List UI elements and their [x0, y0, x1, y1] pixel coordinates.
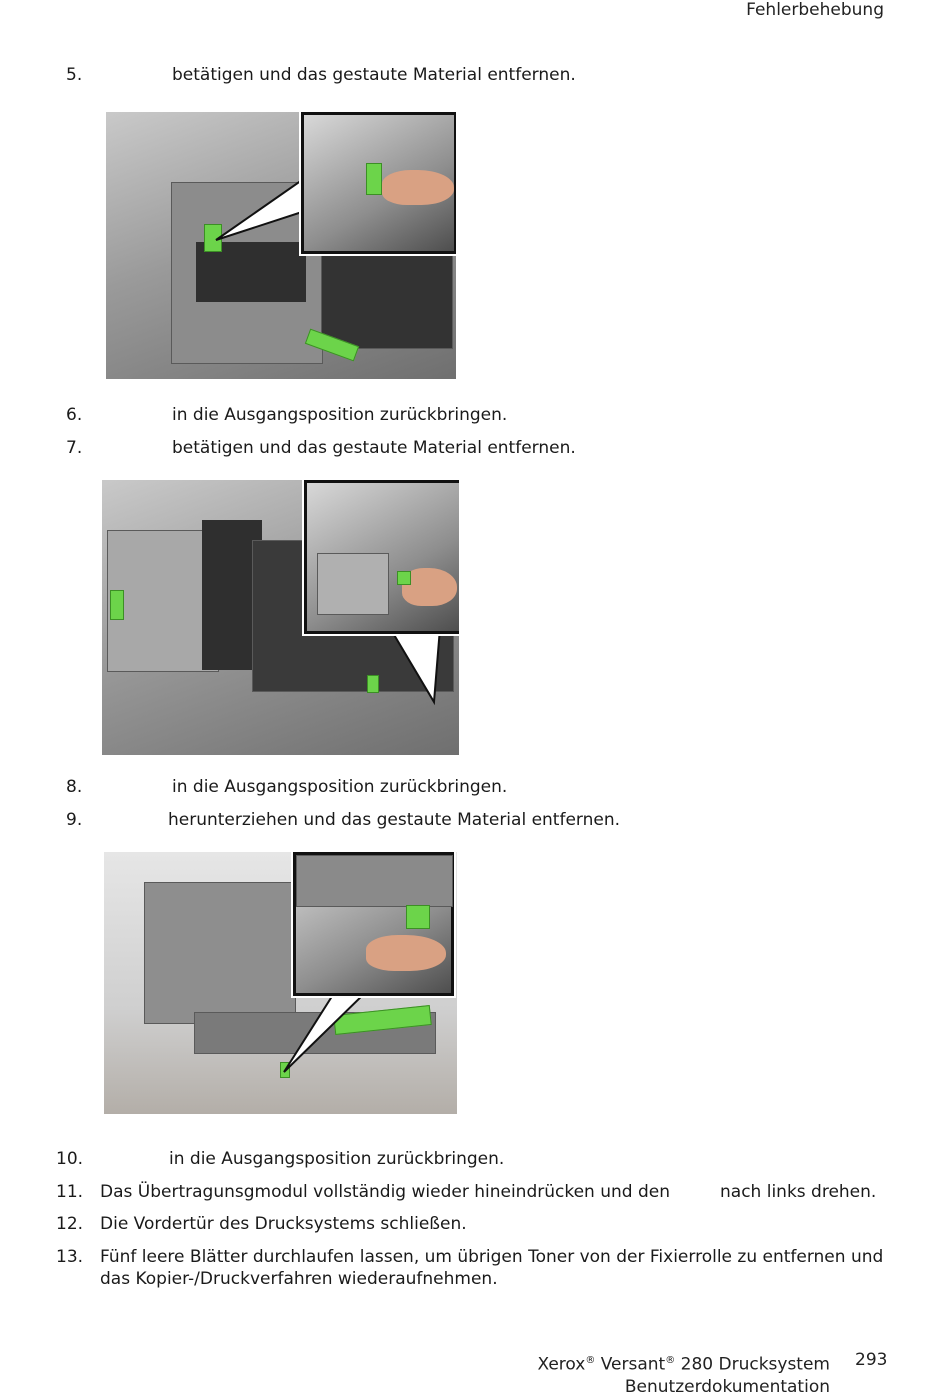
step-text: in die Ausgangsposition zurückbringen. [172, 777, 508, 797]
step-text-continued: nach links drehen. [720, 1182, 877, 1202]
product-name: 280 Drucksystem [680, 1354, 830, 1375]
photo-lower-lever [104, 852, 457, 1114]
step-number: 13. [56, 1247, 84, 1267]
photo-transfer-module-lever [106, 112, 456, 379]
step-text: betätigen und das gestaute Material entfernen. [172, 65, 576, 85]
brand-versant: Versant [600, 1354, 666, 1375]
step-text: Die Vordertür des Drucksystems schließen. [100, 1214, 467, 1234]
page-number: 293 [855, 1350, 888, 1370]
step-text-line2: das Kopier-/Druckverfahren wiederaufnehmen. [100, 1269, 498, 1289]
step-text: herunterziehen und das gestaute Material entfernen. [168, 810, 621, 830]
photo-fuser-lever [102, 480, 459, 755]
detail-inset [304, 480, 459, 634]
footer-product-info [537, 1350, 830, 1398]
section-header: Fehlerbehebung [746, 0, 884, 20]
registered-mark: ® [665, 1355, 676, 1366]
step-text: in die Ausgangsposition zurückbringen. [169, 1149, 505, 1169]
step-text: in die Ausgangsposition zurückbringen. [172, 405, 508, 425]
detail-inset [301, 112, 456, 254]
step-number: 8. [66, 777, 83, 797]
step-number: 12. [56, 1214, 84, 1234]
step-number: 11. [56, 1182, 84, 1202]
step-number: 5. [66, 65, 83, 85]
detail-inset [293, 852, 454, 996]
step-number: 6. [66, 405, 83, 425]
step-text: Das Übertragunsgmodul vollständig wieder hineindrücken und den [100, 1182, 670, 1202]
step-number: 10. [56, 1149, 84, 1169]
registered-mark: ® [585, 1355, 596, 1366]
footer-product-line [537, 1350, 830, 1376]
step-number: 9. [66, 810, 83, 830]
step-text: betätigen und das gestaute Material entfernen. [172, 438, 576, 458]
step-number: 7. [66, 438, 83, 458]
brand-xerox: Xerox [537, 1354, 586, 1375]
doc-title: Benutzerdokumentation [624, 1376, 830, 1397]
step-text: Fünf leere Blätter durchlaufen lassen, um übrigen Toner von der Fixierrolle zu entfernen und [100, 1247, 884, 1267]
